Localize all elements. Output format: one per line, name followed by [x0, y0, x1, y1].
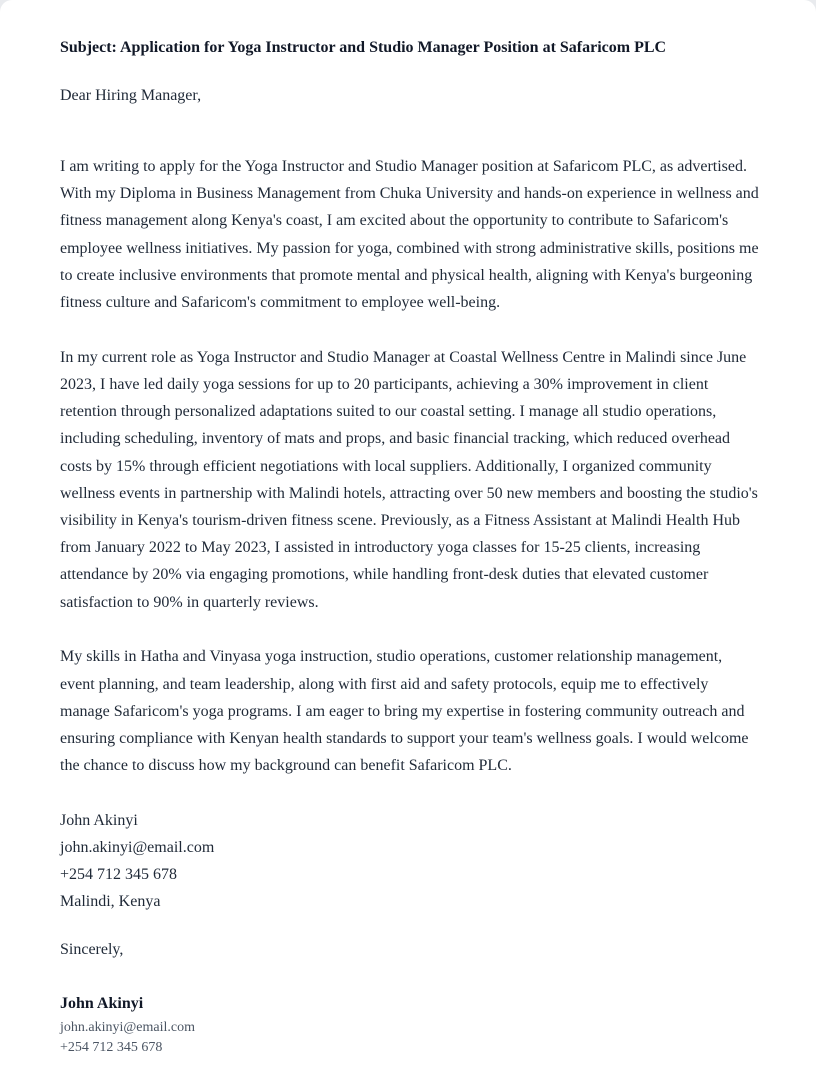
contact-name: John Akinyi [60, 812, 138, 830]
letter-content [60, 36, 760, 1058]
signature-block [60, 992, 760, 1058]
letter-paragraph-intro: I am writing to apply for the Yoga Instructor and Studio Manager position at Safaricom PLC, as advertised. With my Diploma in Business Management from Chuka University and hands-on experience in wellness and fitness management along Kenya's coast, I am excited about the opportunity to contribute to Safaricom's employee wellness initiatives. My passion for yoga, combined with strong administrative skills, positions me to create inclusive environments that promote mental and physical health, aligning with Kenya's burgeoning fitness culture and Safaricom's commitment to employee well-being. [60, 158, 759, 312]
letter-paragraph-experience: In my current role as Yoga Instructor and Studio Manager at Coastal Wellness Centre in Malindi since June 2023, I have led daily yoga sessions for up to 20 participants, achieving a 30% improvement in client retention through personalized adaptations suited to our coastal setting. I manage all studio operations, including scheduling, inventory of mats and props, and basic financial tracking, which reduced overhead costs by 15% through efficient negotiations with local suppliers. Additionally, I organized community wellness events in partnership with Malindi hotels, attracting over 50 new members and boosting the studio's visibility in Kenya's tourism-driven fitness scene. Previously, as a Fitness Assistant at Malindi Health Hub from January 2022 to May 2023, I assisted in introductory yoga classes for 15-25 clients, increasing attendance by 20% via engaging promotions, while handling front-desk duties that elevated customer satisfaction to 90% in quarterly reviews. [60, 348, 758, 611]
contact-email: john.akinyi@email.com [60, 839, 215, 857]
letter-closing: Sincerely, [60, 941, 124, 959]
signature-email: john.akinyi@email.com [60, 1020, 195, 1036]
letter-salutation: Dear Hiring Manager, [60, 87, 202, 104]
signature-name: John Akinyi [60, 995, 144, 1013]
contact-block [60, 807, 760, 915]
letter-paragraph-skills: My skills in Hatha and Vinyasa yoga instruction, studio operations, customer relationship management, event planning, and team leadership, along with first aid and safety protocols, equip me to effectively manage Safaricom's yoga programs. I am eager to bring my expertise in fostering community outreach and ensuring compliance with Kenyan health standards to support your team's wellness goals. I would welcome the chance to discuss how my background can benefit Safaricom PLC. [60, 648, 749, 775]
letter-subject: Subject: Application for Yoga Instructor and Studio Manager Position at Safaricom PLC [60, 39, 667, 56]
contact-location: Malindi, Kenya [60, 893, 161, 911]
signature-phone: +254 712 345 678 [60, 1040, 163, 1056]
contact-phone: +254 712 345 678 [60, 866, 178, 884]
